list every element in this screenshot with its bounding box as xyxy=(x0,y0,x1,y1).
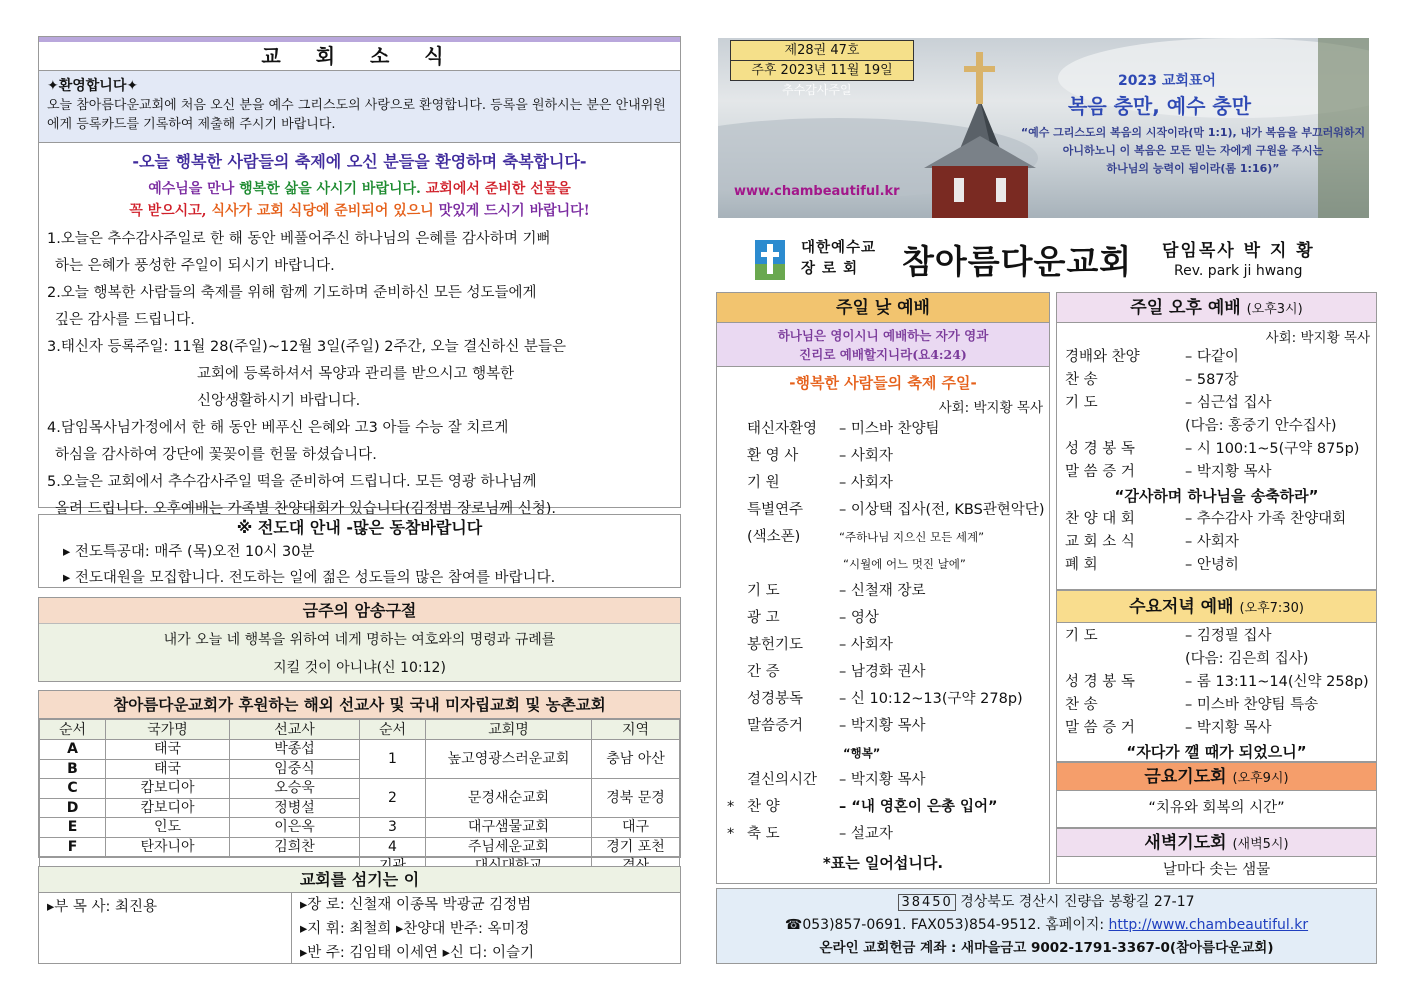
dawn-prayer xyxy=(1056,828,1377,884)
order-row xyxy=(717,605,1049,632)
news-item-1a: 1.오늘은 추수감사주일로 한 해 동안 베풀어주신 하나님의 은혜를 감사하며 기뻐 xyxy=(47,231,551,247)
sunday-name: 추수감사주일 xyxy=(782,83,852,97)
sunday-pm-sermon: “감사하며 하나님을 송축하라” xyxy=(1114,487,1319,505)
offering-account: 온라인 교회헌금 계좌 : 새마을금고 9002-1791-3367-0(참아름다운교회) xyxy=(819,940,1274,956)
church-motto: 복음 충만, 예수 충만 xyxy=(1068,94,1252,118)
order-row xyxy=(717,632,1049,659)
cell: 경기 포천 xyxy=(592,837,680,857)
denomination-line-1: 대한예수교 xyxy=(801,240,877,256)
news-item-3b: 교회에 등록하셔서 목양과 관리를 받으시고 행복한 xyxy=(197,366,515,382)
order-value: – 사회자 xyxy=(839,637,893,653)
col-header: 순서 xyxy=(40,720,106,740)
order-label: 환 영 사 xyxy=(747,448,799,464)
standing-marker: * xyxy=(727,799,735,815)
sunday-main-heading: 주일 낮 예배 xyxy=(717,293,1049,323)
church-footer xyxy=(716,888,1377,964)
order-label: 찬 송 xyxy=(1065,697,1098,713)
cell: 태국 xyxy=(106,740,230,760)
order-label: 결신의시간 xyxy=(747,772,818,788)
cell: 주님세운교회 xyxy=(426,837,592,857)
mission-support-section xyxy=(38,690,681,858)
memory-verse xyxy=(39,626,680,682)
wednesday-heading-bar xyxy=(1057,591,1376,623)
festival-line1-b: 행복한 삶을 사시기 바랍니다. xyxy=(239,181,426,197)
order-value: – 박지황 목사 xyxy=(839,772,926,788)
cell: 오승욱 xyxy=(230,779,360,799)
festival-heading: -오늘 행복한 사람들의 축제에 오신 분들을 환영하며 축복합니다- xyxy=(132,152,587,171)
order-row xyxy=(717,470,1049,497)
order-row xyxy=(1057,694,1376,717)
order-value: “주하나님 지으신 모든 세계” xyxy=(839,530,985,544)
sunday-pm-heading-bar xyxy=(1057,293,1376,323)
order-row xyxy=(1057,648,1376,671)
order-row xyxy=(1057,508,1376,531)
denomination-line-2: 장 로 회 xyxy=(801,261,859,277)
memory-verse-section xyxy=(38,597,681,682)
news-item-5b: 올려 드립니다. 오후예배는 가족별 찬양대회가 있습니다(김정범 장로님께 신청). xyxy=(55,501,557,517)
address: 경상북도 경산시 진량읍 봉황길 27-17 xyxy=(960,894,1195,910)
order-value: – 심근섭 집사 xyxy=(1185,395,1272,411)
order-row xyxy=(1057,625,1376,648)
table-row xyxy=(40,837,680,857)
wednesday-service xyxy=(1056,590,1377,762)
order-row xyxy=(717,821,1049,848)
order-row xyxy=(1057,531,1376,554)
order-label: 교 회 소 식 xyxy=(1065,534,1135,550)
table-row xyxy=(40,779,680,799)
assoc-pastor: ▸부 목 사: 최진용 xyxy=(47,899,158,915)
order-value: – 신철재 장로 xyxy=(839,583,926,599)
order-label: 경배와 찬양 xyxy=(1065,349,1140,365)
servers-heading: 교회를 섬기는 이 xyxy=(39,867,680,893)
news-item-4b: 하심을 감사하여 강단에 꽃꽂이를 헌물 하셨습니다. xyxy=(55,447,377,463)
motto-year: 2023 교회표어 xyxy=(1118,73,1216,89)
order-label: 광 고 xyxy=(747,610,780,626)
cell: 경북 문경 xyxy=(592,779,680,818)
order-row xyxy=(717,551,1049,578)
banner-url: www.chambeautiful.kr xyxy=(734,184,900,199)
order-label: 말 씀 증 거 xyxy=(1065,464,1135,480)
evangelism-item-2: ▸ 전도대원을 모집합니다. 전도하는 일에 젊은 성도들의 많은 참여를 바랍니다. xyxy=(63,570,556,586)
motto-verse-line: 하나님의 능력이 됨이라(롬 1:16)” xyxy=(1106,162,1280,175)
order-row xyxy=(717,497,1049,524)
cell: 1 xyxy=(360,740,426,779)
wednesday-sermon: “자다가 깰 때가 되었으니” xyxy=(1126,743,1307,761)
order-label: 폐 회 xyxy=(1065,557,1098,573)
bulletin-banner xyxy=(718,38,1369,218)
cell: A xyxy=(40,740,106,760)
sunday-pm-host: 사회: 박지황 목사 xyxy=(1265,330,1370,346)
festival-line2-c: 맛있게 드시기 바랍니다! xyxy=(438,203,590,219)
order-row xyxy=(717,686,1049,713)
evangelism-heading: ※ 전도대 안내 -많은 동참바랍니다 xyxy=(236,518,483,537)
order-value: – 시 100:1~5(구약 875p) xyxy=(1185,441,1360,457)
order-value: (다음: 김은희 집사) xyxy=(1185,651,1309,667)
welcome-heading: ✦환영합니다✦ xyxy=(47,78,139,94)
order-label: 성경봉독 xyxy=(747,691,804,707)
order-label: 기 도 xyxy=(1065,395,1098,411)
order-value: – 박지황 목사 xyxy=(1185,720,1272,736)
cell: B xyxy=(40,759,106,779)
postal-code: 38450 xyxy=(898,894,955,911)
order-row xyxy=(1057,671,1376,694)
order-row xyxy=(717,713,1049,740)
sunday-main-verse xyxy=(717,323,1049,367)
order-value: – 영상 xyxy=(839,610,879,626)
order-value: – 김정필 집사 xyxy=(1185,628,1272,644)
order-value: – 박지황 목사 xyxy=(839,718,926,734)
order-row xyxy=(1057,392,1376,415)
friday-time: (오후9시) xyxy=(1232,771,1289,786)
order-label: 성 경 봉 독 xyxy=(1065,674,1135,690)
sunday-order-of-service xyxy=(717,416,1049,848)
order-row xyxy=(717,740,1049,767)
denomination xyxy=(801,238,876,280)
cell: 박종섭 xyxy=(230,740,360,760)
news-item-2b: 깊은 감사를 드립니다. xyxy=(55,312,195,328)
order-label: 찬 송 xyxy=(1065,372,1098,388)
cell: 정병설 xyxy=(230,798,360,818)
news-item-1b: 하는 은혜가 풍성한 주일이 되시기 바랍니다. xyxy=(55,258,335,274)
sunday-theme: -행복한 사람들의 축제 주일- xyxy=(789,374,977,392)
order-value: “시월에 어느 멋진 날에” xyxy=(843,557,966,571)
order-label: (색소폰) xyxy=(747,529,801,545)
order-label: 기 도 xyxy=(1065,628,1098,644)
church-servers-section xyxy=(38,866,681,964)
mission-table xyxy=(39,719,680,877)
evangelism-section xyxy=(38,514,681,588)
sunday-afternoon-service xyxy=(1056,292,1377,590)
order-value: (다음: 홍중기 안수집사) xyxy=(1185,418,1337,434)
order-row xyxy=(1057,461,1376,484)
order-label: 찬 양 xyxy=(747,799,780,815)
accompanist: ▸반 주: 김임태 이세연 ▸신 디: 이슬기 xyxy=(300,945,535,961)
order-row xyxy=(717,416,1049,443)
festival-message xyxy=(39,178,680,222)
contact-line xyxy=(717,914,1376,937)
senior-pastor: 담임목사 박 지 황 xyxy=(1162,241,1315,261)
dawn-heading-bar xyxy=(1057,829,1376,857)
dawn-heading: 새벽기도회 xyxy=(1144,833,1227,853)
cell: 임중식 xyxy=(230,759,360,779)
wednesday-heading: 수요저녁 예배 xyxy=(1129,597,1234,617)
sunday-host: 사회: 박지황 목사 xyxy=(938,400,1043,416)
standing-marker: * xyxy=(727,826,735,842)
cell: 충남 아산 xyxy=(592,740,680,779)
evangelism-item-1: ▸ 전도특공대: 매주 (목)오전 10시 30분 xyxy=(63,544,315,560)
friday-prayer xyxy=(1056,762,1377,828)
friday-heading: 금요기도회 xyxy=(1144,767,1227,787)
order-label: 간 증 xyxy=(747,664,780,680)
cell: 이은옥 xyxy=(230,818,360,838)
order-value: – 이상택 집사(전, KBS관현악단) xyxy=(839,502,1045,518)
order-value: – 미스바 찬양팀 xyxy=(839,421,940,437)
news-item-5a: 5.오늘은 교회에서 추수감사주일 떡을 준비하여 드립니다. 모든 영광 하나님께 xyxy=(47,474,537,490)
sunday-pm-order xyxy=(1057,346,1376,484)
order-row xyxy=(1057,717,1376,740)
wednesday-order xyxy=(1057,625,1376,740)
order-value: – “내 영혼이 은총 입어” xyxy=(839,799,998,815)
order-row xyxy=(1057,415,1376,438)
church-logo-icon xyxy=(755,240,785,280)
col-header: 순서 xyxy=(360,720,426,740)
order-label: 기 도 xyxy=(747,583,780,599)
mission-heading: 참아름다운교회가 후원하는 해외 선교사 및 국내 미자립교회 및 농촌교회 xyxy=(39,691,680,719)
table-row xyxy=(40,740,680,760)
col-header: 교회명 xyxy=(426,720,592,740)
news-item-2a: 2.오늘 행복한 사람들의 축제를 위해 함께 기도하며 준비하신 모든 성도들에게 xyxy=(47,285,537,301)
cell: 대구샘물교회 xyxy=(426,818,592,838)
wednesday-time: (오후7:30) xyxy=(1239,601,1304,616)
order-label: 기 원 xyxy=(747,475,780,491)
order-row xyxy=(717,794,1049,821)
order-value: “행복” xyxy=(843,746,881,760)
order-label: 봉헌기도 xyxy=(747,637,804,653)
cell: 캄보디아 xyxy=(106,779,230,799)
dawn-theme: 날마다 솟는 샘물 xyxy=(1162,862,1271,878)
cell: E xyxy=(40,818,106,838)
cell: 인도 xyxy=(106,818,230,838)
standing-note: *표는 일어섭니다. xyxy=(822,854,944,872)
order-label: 특별연주 xyxy=(747,502,804,518)
address-line xyxy=(717,891,1376,914)
servers-list xyxy=(291,893,681,963)
festival-line2-a: 꼭 받으시고, xyxy=(129,203,212,219)
sunday-main-service xyxy=(716,292,1050,884)
elders: ▸장 로: 신철재 이종목 박광균 김정범 xyxy=(300,897,532,913)
issue-volume: 제28권 47호 xyxy=(784,43,860,58)
friday-heading-bar xyxy=(1057,763,1376,791)
col-header: 국가명 xyxy=(106,720,230,740)
col-header: 지역 xyxy=(592,720,680,740)
news-item-3c: 신앙생활하시기 바랍니다. xyxy=(197,393,361,409)
festival-line2-b: 식사가 교회 식당에 준비되어 있으니 xyxy=(211,203,439,219)
friday-theme: “치유와 회복의 시간” xyxy=(1148,800,1285,816)
order-label: 말씀증거 xyxy=(747,718,804,734)
festival-line1-c: 교회에서 준비한 선물을 xyxy=(425,181,571,197)
memory-line-2: 지킬 것이 아니냐(신 10:12) xyxy=(273,660,446,676)
table-row xyxy=(40,818,680,838)
welcome-text: 오늘 참아름다운교회에 처음 오신 분을 예수 그리스도의 사랑으로 환영합니다. 등록을 원하시는 분은 안내위원에게 등록카드를 기록하여 제출해 주시기 바랍니다. xyxy=(47,98,666,132)
order-value: – 추수감사 가족 찬양대회 xyxy=(1185,511,1347,527)
motto-verse-line: “예수 그리스도의 복음의 시작이라(막 1:1), 내가 복음을 부끄러워하지 xyxy=(1020,126,1366,139)
festival-line1-a: 예수님을 만나 xyxy=(148,181,240,197)
cell: D xyxy=(40,798,106,818)
cell: 탄자니아 xyxy=(106,837,230,857)
issue-info xyxy=(730,40,914,81)
order-value: – 다같이 xyxy=(1185,349,1239,365)
cell: F xyxy=(40,837,106,857)
welcome-box xyxy=(39,71,680,143)
order-row xyxy=(717,578,1049,605)
order-value: – 롬 13:11~14(신약 258p) xyxy=(1185,674,1369,690)
order-value: – 사회자 xyxy=(839,475,893,491)
issue-date: 주후 2023년 11월 19일 xyxy=(731,60,913,80)
order-row xyxy=(1057,438,1376,461)
order-row xyxy=(1057,369,1376,392)
order-label: 성 경 봉 독 xyxy=(1065,441,1135,457)
cell: 높고영광스러운교회 xyxy=(426,740,592,779)
col-header: 선교사 xyxy=(230,720,360,740)
order-row xyxy=(717,767,1049,794)
sunday-verse-line: 진리로 예배할지니라(요4:24) xyxy=(799,347,967,362)
memory-heading: 금주의 암송구절 xyxy=(39,598,680,624)
order-label: 찬 양 대 회 xyxy=(1065,511,1135,527)
cell: 김희찬 xyxy=(230,837,360,857)
news-item-4a: 4.담임목사님가정에서 한 해 동안 베푸신 은혜와 고3 아들 수능 잘 치르게 xyxy=(47,420,509,436)
sunday-pm-heading: 주일 오후 예배 xyxy=(1130,298,1241,318)
motto-verse-line: 아니하노니 이 복음은 모든 믿는 자에게 구원을 주시는 xyxy=(1062,144,1324,157)
cell: 캄보디아 xyxy=(106,798,230,818)
order-row xyxy=(717,659,1049,686)
sunday-pm-order-2 xyxy=(1057,508,1376,577)
sunday-pm-time: (오후3시) xyxy=(1246,302,1303,317)
conductor: ▸지 휘: 최철희 ▸찬양대 반주: 옥미정 xyxy=(300,921,530,937)
church-news-section xyxy=(38,36,681,517)
order-row xyxy=(717,443,1049,470)
phone-fax: ☎053)857-0691. FAX053)854-9512. 홈페이지: xyxy=(784,917,1109,933)
order-label: 태신자환영 xyxy=(747,421,818,437)
order-row xyxy=(1057,346,1376,369)
church-name: 참아름다운교회 xyxy=(902,242,1133,281)
cell: 태국 xyxy=(106,759,230,779)
dawn-time: (새벽5시) xyxy=(1232,837,1289,852)
news-items xyxy=(39,222,680,527)
order-value: – 587장 xyxy=(1185,372,1239,388)
order-label: 축 도 xyxy=(747,826,780,842)
cell: 4 xyxy=(360,837,426,857)
senior-pastor-english: Rev. park ji hwang xyxy=(1174,263,1303,279)
motto-verse xyxy=(1018,124,1368,178)
cell: 대구 xyxy=(592,818,680,838)
order-value: – 미스바 찬양팀 특송 xyxy=(1185,697,1319,713)
order-value: – 남경화 권사 xyxy=(839,664,926,680)
memory-line-1: 내가 오늘 네 행복을 위하여 네게 명하는 여호와의 명령과 규례를 xyxy=(163,632,556,648)
order-value: – 사회자 xyxy=(1185,534,1239,550)
order-value: – 안녕히 xyxy=(1185,557,1239,573)
mission-table-header xyxy=(40,720,680,740)
news-title: 교 회 소 식 xyxy=(39,37,680,71)
cell: 문경새순교회 xyxy=(426,779,592,818)
order-row xyxy=(717,524,1049,551)
order-row xyxy=(1057,554,1376,577)
order-label: 말 씀 증 거 xyxy=(1065,720,1135,736)
cell: 3 xyxy=(360,818,426,838)
cell: 2 xyxy=(360,779,426,818)
order-value: – 신 10:12~13(구약 278p) xyxy=(839,691,1023,707)
order-value: – 사회자 xyxy=(839,448,893,464)
homepage-link[interactable]: http://www.chambeautiful.kr xyxy=(1108,917,1309,933)
cell: C xyxy=(40,779,106,799)
news-item-3a: 3.태신자 등록주일: 11월 28(주일)~12월 3일(주일) 2주간, 오늘 결신하신 분들은 xyxy=(47,339,566,355)
order-value: – 설교자 xyxy=(839,826,893,842)
order-value: – 박지황 목사 xyxy=(1185,464,1272,480)
sunday-verse-line: 하나님은 영이시니 예배하는 자가 영과 xyxy=(777,328,989,343)
